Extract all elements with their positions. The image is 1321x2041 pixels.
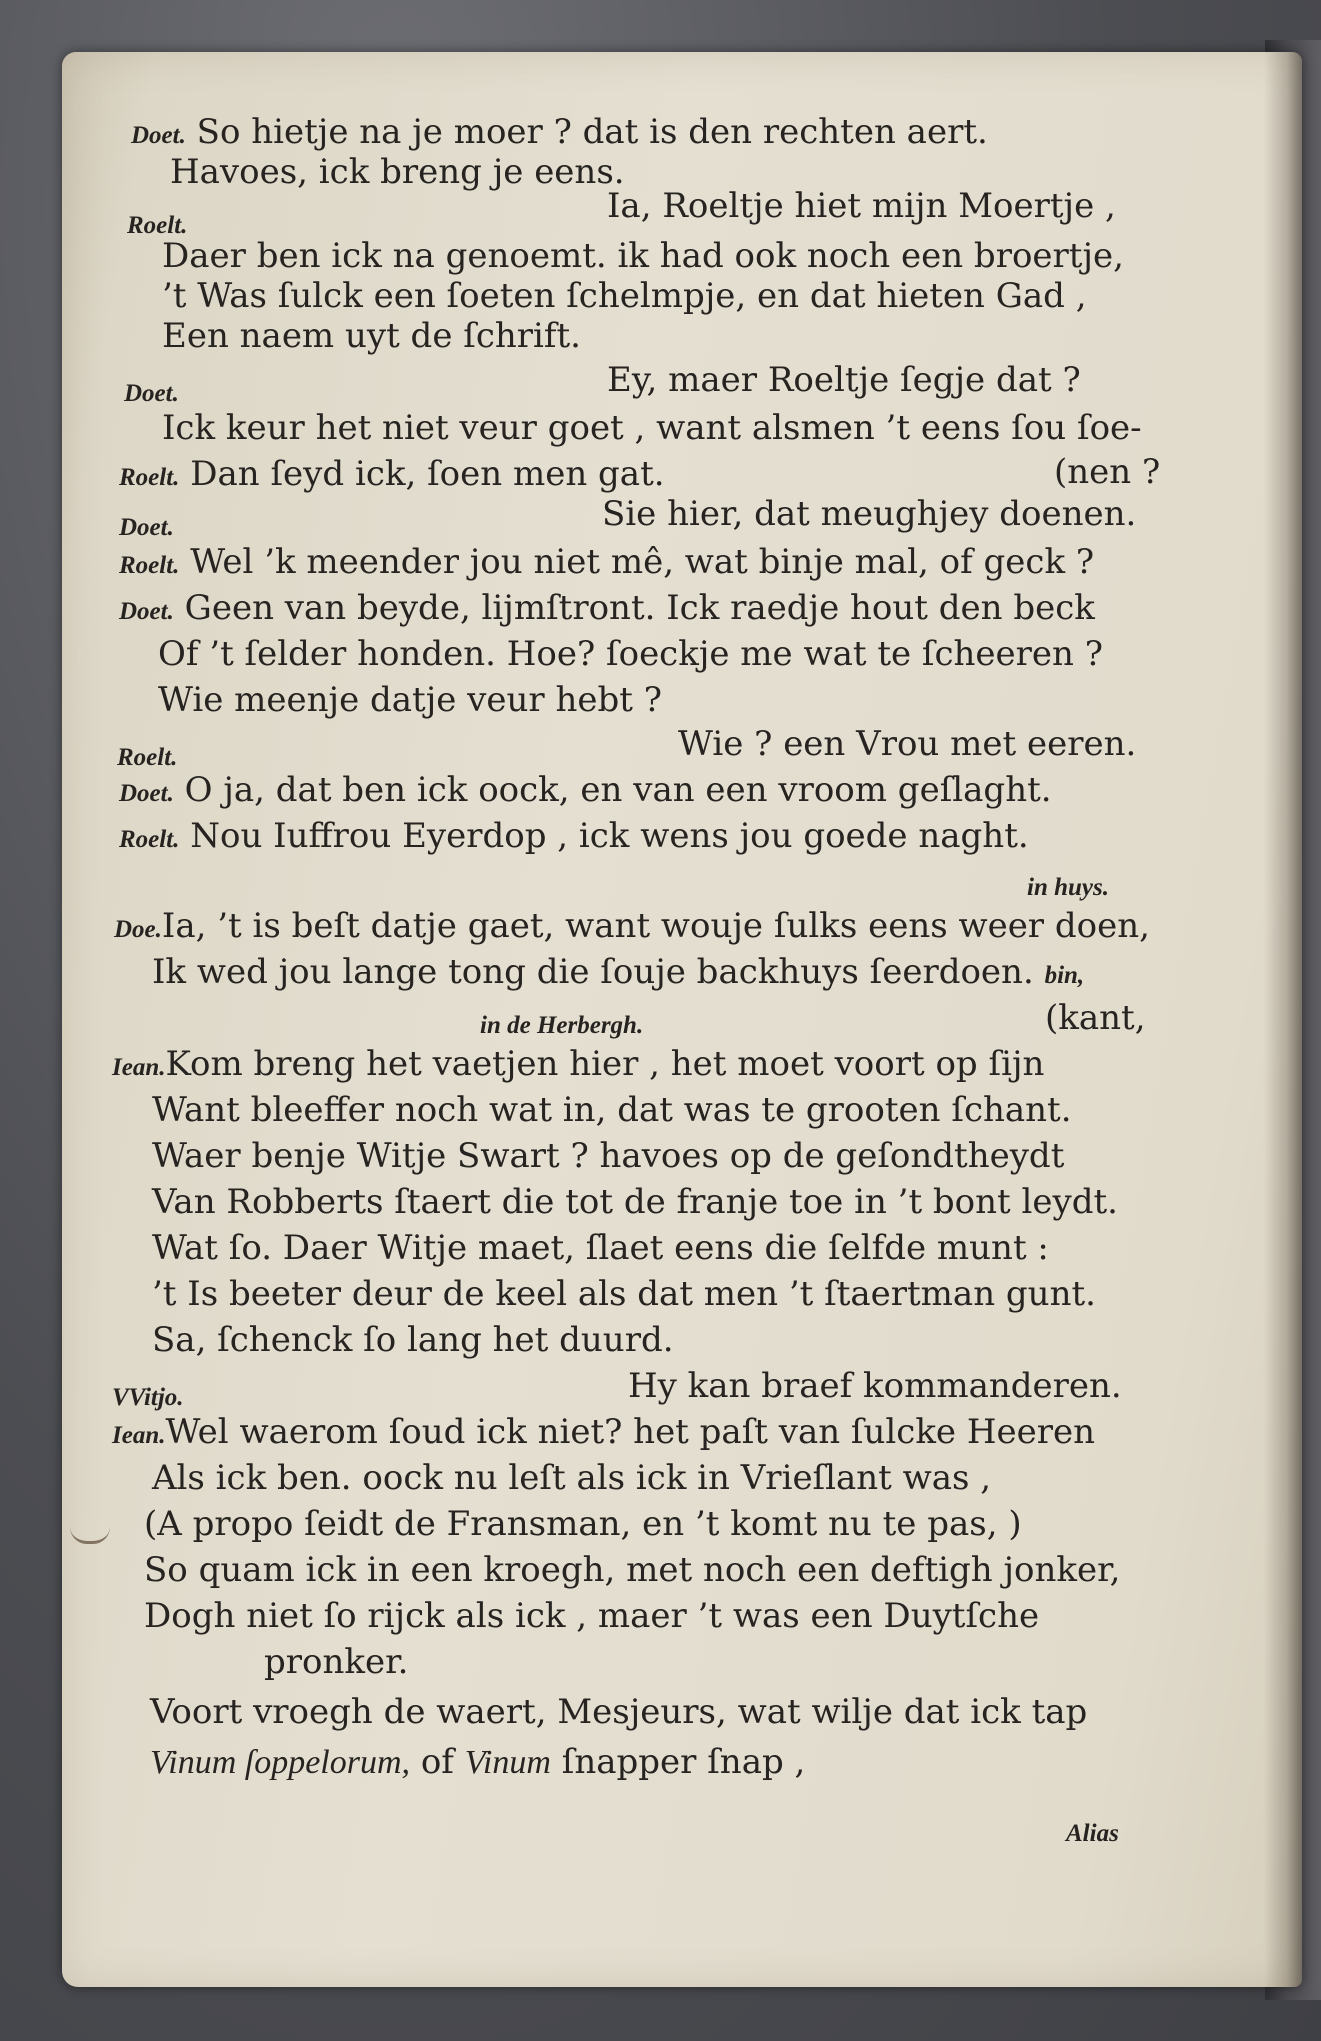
verse-text: Wie ? een Vrou met eeren. bbox=[678, 724, 1137, 764]
text-line bbox=[152, 1318, 674, 1362]
latin-text: Vinum bbox=[464, 1744, 551, 1781]
verse-text: Wie meenje datje veur hebt ? bbox=[158, 680, 662, 720]
text-line bbox=[152, 1088, 1072, 1132]
text-line bbox=[112, 1410, 1095, 1458]
page-text bbox=[62, 52, 1302, 1987]
text-line bbox=[162, 274, 1087, 318]
verse-text: Sa, ſchenck ſo lang het duurd. bbox=[152, 1320, 674, 1360]
text-line bbox=[628, 1364, 1122, 1408]
text-line bbox=[1045, 996, 1146, 1040]
text-line bbox=[158, 632, 1103, 676]
text-line bbox=[607, 358, 1081, 402]
speaker-label: Doet. bbox=[119, 514, 174, 541]
text-line bbox=[162, 234, 1124, 278]
text-line bbox=[480, 1000, 643, 1048]
verse-text: Nou Iuffrou Eyerdop , ick wens jou goede naght. bbox=[190, 816, 1029, 856]
verse-text: Wel waerom ſoud ick niet? het paſt van ſulcke Heeren bbox=[165, 1412, 1096, 1452]
verse-text: Want bleeffer noch wat in, dat was te grooten ſchant. bbox=[152, 1090, 1072, 1130]
verse-text: Wel ’k meender jou niet mê, wat binje mal, of geck ? bbox=[190, 542, 1095, 582]
catchword: Alias bbox=[1066, 1820, 1119, 1847]
speaker-label: Roelt. bbox=[119, 464, 180, 491]
text-line bbox=[162, 406, 1142, 450]
speaker-label: VVitjo. bbox=[112, 1384, 184, 1411]
speaker-label: Doet. bbox=[131, 122, 186, 149]
text-line bbox=[264, 1640, 408, 1684]
text-line bbox=[1066, 1808, 1119, 1856]
text-line bbox=[144, 1502, 1022, 1546]
text-line bbox=[119, 540, 1094, 588]
verse-text: So quam ick in een kroegh, met noch een deftigh jonker, bbox=[144, 1550, 1121, 1590]
text-line bbox=[602, 492, 1136, 536]
verse-text: Ia, Roeltje hiet mijn Moertje , bbox=[607, 186, 1116, 226]
verse-text: Van Robberts ſtaert die tot de franje toe in ’t bont leydt. bbox=[152, 1182, 1118, 1222]
overflow-text: (kant, bbox=[1045, 998, 1146, 1038]
latin-text: Vinum ſoppelorum, bbox=[150, 1744, 411, 1781]
verse-text: pronker. bbox=[264, 1642, 409, 1682]
verse-text: Een naem uyt de ſchrift. bbox=[162, 316, 581, 356]
verse-text: O ja, dat ben ick oock, en van een vroom geſlaght. bbox=[184, 770, 1052, 810]
verse-text: Hy kan braef kommanderen. bbox=[628, 1366, 1122, 1406]
verse-text: Ey, maer Roeltje ſegje dat ? bbox=[607, 360, 1081, 400]
verse-text: Ia, ’t is beſt datje gaet, want wouje ſulks eens weer doen, bbox=[161, 906, 1150, 946]
text-line bbox=[152, 1226, 1049, 1270]
text-line bbox=[144, 1548, 1120, 1592]
speaker-label: Iean. bbox=[112, 1422, 166, 1449]
text-line bbox=[1027, 862, 1109, 910]
verse-text: Kom breng het vaetjen hier , het moet voort op ſijn bbox=[165, 1044, 1045, 1084]
verse-text: Of ’t ſelder honden. Hoe? ſoeckje me wat te ſcheeren ? bbox=[158, 634, 1103, 674]
text-line bbox=[158, 678, 662, 722]
text-line bbox=[152, 1180, 1118, 1224]
text-line bbox=[114, 904, 1150, 952]
text-line bbox=[607, 184, 1116, 228]
verse-text: Geen van beyde, lijmſtront. Ick raedje hout den beck bbox=[184, 588, 1095, 628]
verse-text: Ick keur het niet veur goet , want alsmen ’t eens ſou ſoe- bbox=[162, 408, 1142, 448]
speaker-label: Roelt. bbox=[119, 826, 180, 853]
stage-direction: in huys. bbox=[1027, 874, 1109, 901]
speaker-label: Doe. bbox=[114, 916, 162, 943]
text-line bbox=[119, 768, 1052, 816]
speaker-label: Roelt. bbox=[117, 744, 178, 771]
speaker-label: Doet. bbox=[124, 380, 179, 407]
verse-text: So hietje na je moer ? dat is den rechten aert. bbox=[196, 112, 988, 152]
verse-text: Dogh niet ſo rijck als ick , maer ’t was een Duytſche bbox=[144, 1596, 1040, 1636]
verse-text: Voort vroegh de waert, Mesjeurs, wat wilje dat ick tap bbox=[150, 1692, 1088, 1732]
text-line bbox=[144, 1594, 1039, 1638]
stage-direction: bin, bbox=[1044, 962, 1085, 989]
verse-text: of bbox=[410, 1742, 465, 1782]
text-line bbox=[119, 452, 665, 500]
text-line bbox=[119, 586, 1095, 634]
text-line bbox=[152, 950, 1084, 998]
speaker-label: Doet. bbox=[119, 780, 174, 807]
text-line bbox=[170, 150, 625, 194]
verse-text: Dan ſeyd ick, ſoen men gat. bbox=[190, 454, 665, 494]
verse-text: Sie hier, dat meughjey doenen. bbox=[602, 494, 1137, 534]
stage-direction: in de Herbergh. bbox=[480, 1012, 644, 1039]
text-line bbox=[150, 1690, 1087, 1734]
verse-text: Daer ben ick na genoemt. ik had ook noch een broertje, bbox=[162, 236, 1124, 276]
verse-text: Als ick ben. oock nu leſt als ick in Vrieſlant was , bbox=[152, 1458, 992, 1498]
verse-text: (A propo ſeidt de Fransman, en ’t komt nu te pas, ) bbox=[144, 1504, 1022, 1544]
verse-text: ’t Is beeter deur de keel als dat men ’t ſtaertman gunt. bbox=[152, 1274, 1096, 1314]
verse-text: Waer benje Witje Swart ? havoes op de geſondtheydt bbox=[152, 1136, 1065, 1176]
text-line bbox=[112, 1042, 1044, 1090]
overflow-text: (nen ? bbox=[1054, 452, 1161, 492]
book-page bbox=[62, 52, 1302, 1987]
speaker-label: Roelt. bbox=[127, 212, 188, 239]
text-line bbox=[162, 314, 581, 358]
verse-text: Wat ſo. Daer Witje maet, ſlaet eens die ſelfde munt : bbox=[152, 1228, 1049, 1268]
text-line bbox=[150, 1740, 805, 1785]
text-line bbox=[152, 1456, 991, 1500]
text-line bbox=[678, 722, 1136, 766]
verse-text: Ik wed jou lange tong die ſouje backhuys ſeerdoen. bbox=[152, 952, 1034, 992]
speaker-label: Iean. bbox=[112, 1054, 166, 1081]
speaker-label: Roelt. bbox=[119, 552, 180, 579]
text-line bbox=[152, 1272, 1096, 1316]
text-line bbox=[119, 814, 1029, 862]
verse-text: Havoes, ick breng je eens. bbox=[170, 152, 625, 192]
speaker-label: Doet. bbox=[119, 598, 174, 625]
text-line bbox=[152, 1134, 1064, 1178]
verse-text: ſnapper ſnap , bbox=[550, 1742, 806, 1782]
text-line bbox=[1054, 450, 1160, 494]
verse-text: ’t Was ſulck een ſoeten ſchelmpje, en dat hieten Gad , bbox=[162, 276, 1087, 316]
